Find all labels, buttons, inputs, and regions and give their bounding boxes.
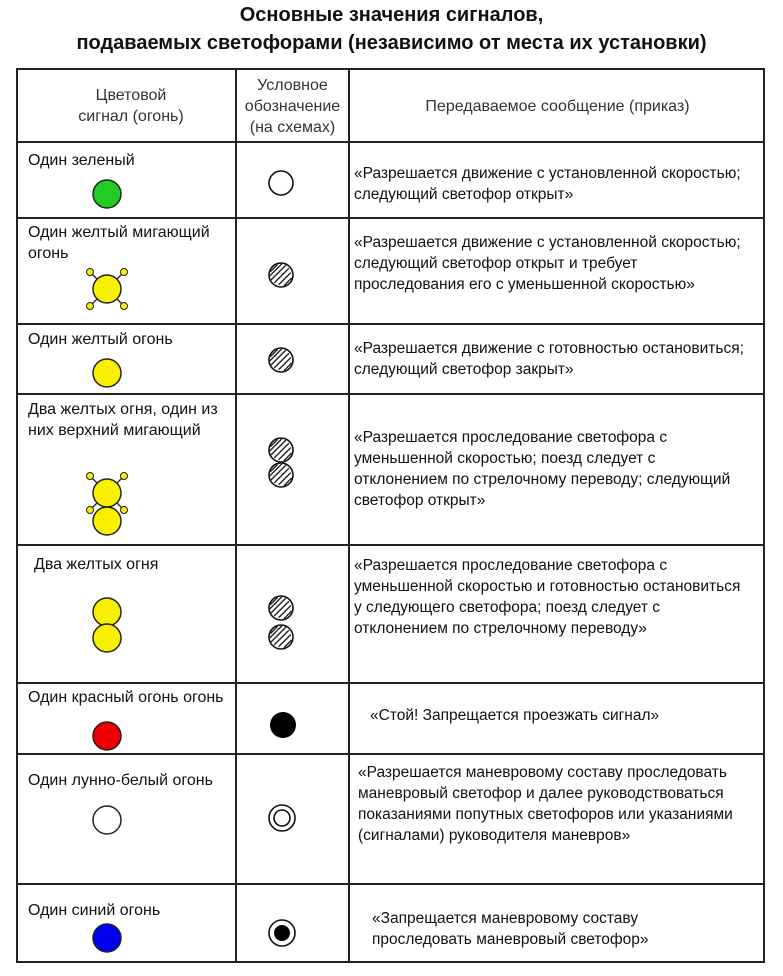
signal-name: Один красный огонь огонь	[28, 689, 224, 706]
empty-circle-symbol-icon	[269, 171, 293, 195]
white-lamp-icon	[93, 806, 121, 834]
two-hatched-circles-symbol-icon	[269, 438, 293, 487]
yellow-lamp-icon	[93, 359, 121, 387]
flashing-yellow-lamp-icon	[87, 269, 128, 310]
row-divider	[18, 393, 763, 395]
hatched-circle-symbol-icon	[269, 348, 293, 372]
header-message: Передаваемое сообщение (приказ)	[425, 97, 690, 115]
signal-name: Два желтых огня	[34, 556, 159, 573]
signal-name: Один зеленый	[28, 152, 135, 169]
signal-message: «Стой! Запрещается проезжать сигнал»	[370, 707, 660, 724]
page-title-line-1: Основные значения сигналов,	[239, 4, 544, 26]
signal-message: «Запрещается маневровому составу проследовать маневровый светофор»	[372, 910, 649, 948]
signal-name: Один желтый огонь	[28, 331, 173, 348]
signal-message: «Разрешается движение с готовностью остановиться; следующий светофор закрыт»	[354, 340, 744, 378]
signal-message: «Разрешается маневровому составу проследовать маневровый светофор и далее руководствоваться показаниями попутных светофоров или указаниями (сигналами) руководителя маневров»	[358, 764, 733, 844]
header-color-signal: Цветовой сигнал (огонь)	[78, 87, 184, 125]
column-divider	[235, 70, 237, 961]
green-lamp-icon	[93, 180, 121, 208]
signal-name: Один синий огонь	[28, 902, 161, 919]
yellow-lamp-icon	[93, 598, 121, 626]
dot-circle-symbol-icon	[269, 920, 295, 946]
page-title-line-2: подаваемых светофорами (независимо от места их установки)	[76, 32, 707, 54]
blue-lamp-icon	[93, 924, 121, 952]
signal-name: Один лунно-белый огонь	[28, 772, 213, 789]
row-divider	[18, 753, 763, 755]
filled-circle-symbol-icon	[270, 712, 296, 738]
signal-message: «Разрешается проследование светофора с уменьшенной скоростью; поезд следует с отклонением по стрелочному переводу; следующий светофор открыт»	[354, 429, 731, 509]
row-divider	[18, 217, 763, 219]
hatched-circle-symbol-icon	[269, 263, 293, 287]
row-divider	[18, 883, 763, 885]
row-8-graphics	[18, 70, 19, 71]
two-hatched-circles-symbol-icon	[269, 596, 293, 649]
signal-message: «Разрешается движение с установленной скоростью; следующий светофор открыт и требует проследования его с уменьшенной скоростью»	[354, 234, 741, 293]
header-symbol: Условное обозначение (на схемах)	[244, 76, 341, 136]
signal-message: «Разрешается движение с установленной скоростью; следующий светофор открыт»	[354, 165, 741, 203]
red-lamp-icon	[93, 722, 121, 750]
row-divider	[18, 544, 763, 546]
double-circle-symbol-icon	[269, 805, 295, 831]
signal-name: Два желтых огня, один из них верхний мигающий	[28, 401, 218, 439]
row-divider	[18, 682, 763, 684]
signals-table	[16, 68, 765, 963]
signal-name: Один желтый мигающий огонь	[28, 224, 210, 262]
row-divider	[18, 323, 763, 325]
signal-message: «Разрешается проследование светофора с уменьшенной скоростью и готовностью остановиться у следующего светофора; поезд следует с отклонением по стрелочному переводу»	[354, 557, 741, 637]
yellow-lamp-icon	[93, 624, 121, 652]
yellow-lamp-icon	[93, 507, 121, 535]
column-divider	[348, 70, 350, 961]
